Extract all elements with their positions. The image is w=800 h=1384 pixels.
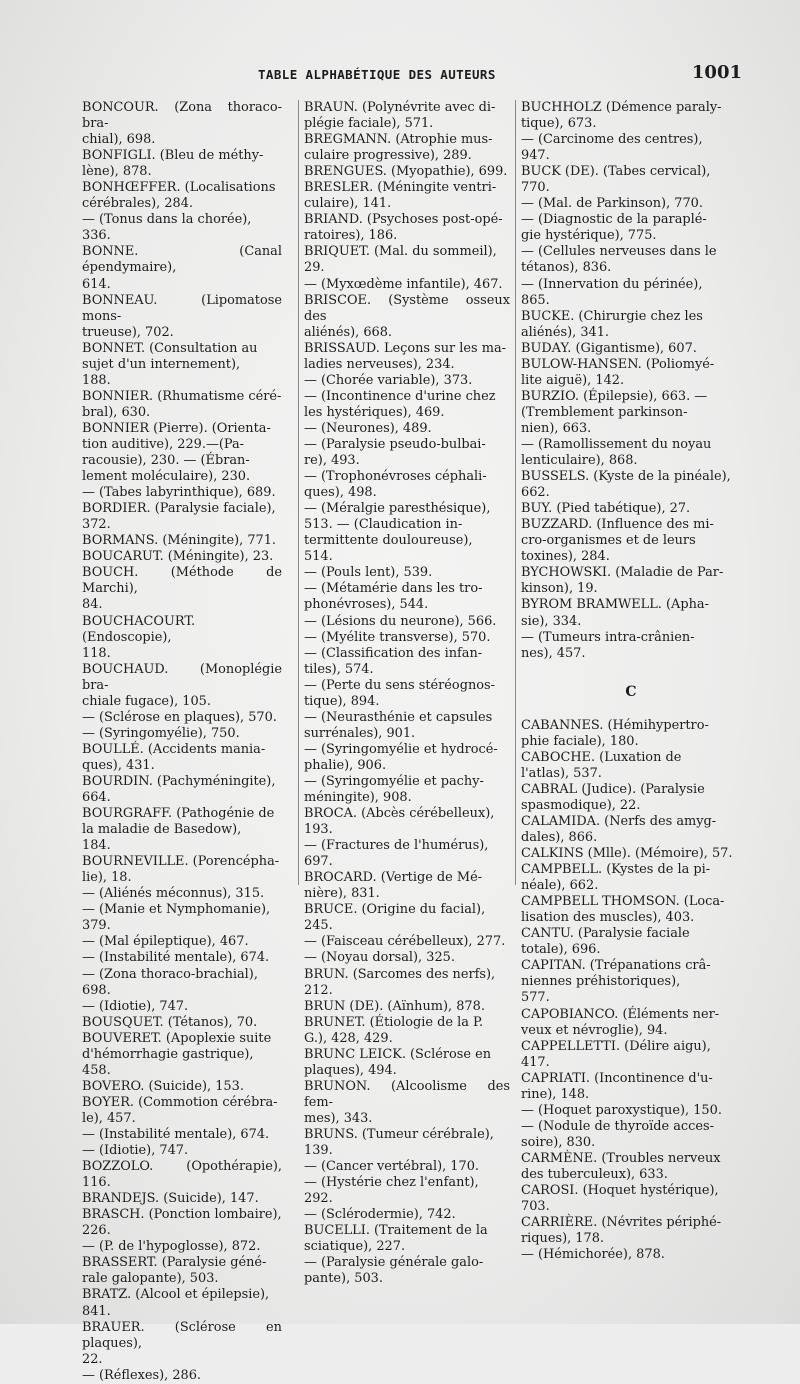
index-entry: — (Pouls lent), 539. bbox=[304, 565, 433, 581]
index-entry: BRATZ. (Alcool et épilepsie), 841. bbox=[82, 1287, 270, 1319]
index-entry: — (Perte du sens stéréognos- tique), 894. bbox=[304, 677, 495, 709]
index-entry: — (Classification des infan- tiles), 574. bbox=[304, 645, 483, 677]
index-entry: BRASCH. (Ponction lombaire), 226. bbox=[82, 1207, 282, 1239]
index-entry: BRAUER. (Sclérose en plaques), 22. bbox=[82, 1319, 282, 1367]
index-entry: BONNE. (Canal épendymaire), 614. bbox=[82, 244, 282, 292]
index-entry: — (Aliénés méconnus), 315. bbox=[82, 886, 265, 902]
index-entry: BRIQUET. (Mal. du sommeil), 29. bbox=[304, 244, 497, 276]
index-entry: CABANNES. (Hémihypertro- phie faciale), 180. bbox=[521, 717, 709, 749]
index-entry: BRUNON. (Alcoolisme des fem- mes), 343. bbox=[304, 1078, 510, 1126]
index-entry: — (Trophonévroses céphali- ques), 498. bbox=[304, 469, 487, 501]
index-entry: — (Instabilité mentale), 674. bbox=[82, 1127, 270, 1142]
index-entry: — (Noyau dorsal), 325. bbox=[304, 950, 455, 966]
index-entry: — (Paralysie générale galo- pante), 503. bbox=[304, 1255, 484, 1287]
index-column-3 bbox=[521, 100, 741, 1263]
index-entry: — (Syringomyélie et hydrocé- phalie), 906. bbox=[304, 741, 498, 773]
index-entry: — (Paralysie pseudo-bulbai- re), 493. bbox=[304, 436, 486, 469]
index-entry: BOURGRAFF. (Pathogénie de la maladie de Basedow), 184. bbox=[82, 806, 275, 854]
index-entry: — (Faisceau cérébelleux), 277. bbox=[304, 934, 506, 950]
index-entry: — (Innervation du périnée), 865. bbox=[521, 276, 703, 308]
index-entry: — (Cancer vertébral), 170. bbox=[304, 1159, 480, 1175]
index-entry: — (Tumeurs intra-crânien- nes), 457. bbox=[521, 629, 695, 661]
index-entry: — (Mal épileptique), 467. bbox=[82, 934, 249, 950]
index-entry: BOUCHAUD. (Monoplégie bra- chiale fugace), 105. bbox=[82, 661, 282, 709]
index-entry: — (Tabes labyrinthique), 689. bbox=[82, 485, 276, 501]
index-entry: — (Méralgie paresthésique), 513. — (Claudication in- termittente douloureuse), 514. bbox=[304, 501, 491, 565]
index-entry: BUCK (DE). (Tabes cervical), 770. bbox=[521, 164, 711, 196]
index-entry: — (Tonus dans la chorée), 336. bbox=[82, 212, 252, 244]
index-column-1 bbox=[82, 100, 282, 1384]
index-entry: — (Carcinome des centres), 947. bbox=[521, 132, 703, 164]
index-entry: — (Nodule de thyroïde acces- soire), 830. bbox=[521, 1118, 714, 1150]
index-entry: CALKINS (Mlle). (Mémoire), 57. bbox=[521, 846, 733, 862]
index-entry: — (Myxœdème infantile), 467. bbox=[304, 276, 503, 292]
index-entry: CALAMIDA. (Nerfs des amyg- dales), 866. bbox=[521, 813, 717, 846]
column-divider bbox=[298, 100, 299, 885]
section-letter-heading: C bbox=[625, 683, 637, 700]
index-entry: BRENGUES. (Myopathie), 699. bbox=[304, 164, 508, 180]
index-entry: — (Sclérodermie), 742. bbox=[304, 1207, 456, 1223]
index-entry: BROCARD. (Vertige de Mé- nière), 831. bbox=[304, 870, 483, 902]
index-entry: — (Instabilité mentale), 674. bbox=[82, 950, 270, 966]
index-entry: BOVERO. (Suicide), 153. bbox=[82, 1078, 244, 1094]
index-entry: — (Incontinence d'urine chez les hystériques), 469. bbox=[304, 388, 496, 420]
column-divider bbox=[515, 100, 516, 885]
index-entry: CAPRIATI. (Incontinence d'u- rine), 148. bbox=[521, 1070, 713, 1102]
index-entry: — (Syringomyélie et pachy- méningite), 908. bbox=[304, 773, 484, 806]
index-entry: CABOCHE. (Luxation de l'atlas), 537. bbox=[521, 749, 682, 781]
index-entry: BRUNC LEICK. (Sclérose en plaques), 494. bbox=[304, 1046, 492, 1078]
page-number: 1001 bbox=[691, 62, 742, 83]
index-entry: CARMÈNE. (Troubles nerveux des tuberculeux), 633. bbox=[521, 1150, 721, 1182]
index-entry: — (Myélite transverse), 570. bbox=[304, 629, 491, 645]
index-entry: BUSSELS. (Kyste de la pinéale), 662. bbox=[521, 469, 731, 501]
index-entry: BOUSQUET. (Tétanos), 70. bbox=[82, 1014, 258, 1030]
index-entry: BONHŒFFER. (Localisations cérébrales), 284. bbox=[82, 180, 276, 212]
index-entry: CAMPBELL THOMSON. (Loca- lisation des muscles), 403. bbox=[521, 894, 725, 926]
running-header bbox=[82, 64, 742, 90]
index-entry: BRAUN. (Polynévrite avec di- plégie faciale), 571. bbox=[304, 100, 496, 132]
index-entry: BOURNEVILLE. (Porencépha- lie), 18. bbox=[82, 854, 280, 886]
index-entry: — (Chorée variable), 373. bbox=[304, 372, 473, 388]
index-entry: — (Syringomyélie), 750. bbox=[82, 725, 240, 741]
index-entry: BYCHOWSKI. (Maladie de Par- kinson), 19. bbox=[521, 565, 724, 597]
index-entry: BONFIGLI. (Bleu de méthy- lène), 878. bbox=[82, 148, 264, 180]
index-entry: BONNET. (Consultation au sujet d'un internement), 188. bbox=[82, 340, 258, 388]
index-entry: BONNIER. (Rhumatisme céré- bral), 630. bbox=[82, 388, 282, 420]
index-entry: — (Hystérie chez l'enfant), 292. bbox=[304, 1175, 479, 1207]
index-entry: CAROSI. (Hoquet hystérique), 703. bbox=[521, 1183, 719, 1215]
index-entry: BOUCHACOURT. (Endoscopie), 118. bbox=[82, 613, 196, 661]
index-entry: — (Hoquet paroxystique), 150. bbox=[521, 1102, 722, 1118]
index-entry: — (Diagnostic de la paraplé- gie hystérique), 775. bbox=[521, 212, 707, 244]
index-entry: BREGMANN. (Atrophie mus- culaire progressive), 289. bbox=[304, 132, 493, 164]
index-entry: CAPOBIANCO. (Éléments ner- veux et névroglie), 94. bbox=[521, 1006, 720, 1038]
index-entry: CANTU. (Paralysie faciale totale), 696. bbox=[521, 926, 690, 958]
index-entry: BOUCARUT. (Méningite), 23. bbox=[82, 549, 274, 565]
index-entry: BRISSAUD. Leçons sur les ma- ladies nerveuses), 234. bbox=[304, 340, 507, 372]
index-entry: — (Fractures de l'humérus), 697. bbox=[304, 838, 489, 870]
index-entry: BOUVERET. (Apoplexie suite d'hémorrhagie gastrique), 458. bbox=[82, 1030, 272, 1078]
index-entry: BUZZARD. (Influence des mi- cro-organismes et de leurs toxines), 284. bbox=[521, 517, 714, 565]
index-entry: CABRAL (Judice). (Paralysie spasmodique), 22. bbox=[521, 781, 705, 813]
index-entry: BOURDIN. (Pachyméningite), 664. bbox=[82, 773, 276, 806]
index-entry: BONNIER (Pierre). (Orienta- tion auditive), 229.—(Pa- racousie), 230. — (Ébran- lement moléculaire), 230. bbox=[82, 420, 271, 485]
index-entry: BUCHHOLZ (Démence paraly- tique), 673. bbox=[521, 100, 722, 132]
index-entry: — (Neurasthénie et capsules surrénales), 901. bbox=[304, 709, 493, 741]
index-entry: — (Ramollissement du noyau lenticulaire), 868. bbox=[521, 436, 712, 469]
index-entry: BRISCOE. (Système osseux des aliénés), 668. bbox=[304, 292, 510, 340]
index-entry: BRASSERT. (Paralysie géné- rale galopante), 503. bbox=[82, 1255, 267, 1287]
index-entry: — (Idiotie), 747. bbox=[82, 1143, 189, 1159]
index-entry: BONCOUR. (Zona thoraco-bra- chial), 698. bbox=[82, 100, 282, 148]
index-entry: — (Cellules nerveuses dans le tétanos), 836. bbox=[521, 244, 717, 276]
index-entry: CAMPBELL. (Kystes de la pi- néale), 662. bbox=[521, 862, 711, 894]
index-entry: — (Sclérose en plaques), 570. bbox=[82, 709, 277, 725]
index-entry: — (Hémichorée), 878. bbox=[521, 1247, 665, 1263]
index-entry: BRUCE. (Origine du facial), 245. bbox=[304, 902, 486, 934]
index-entry: BUDAY. (Gigantisme), 607. bbox=[521, 340, 697, 356]
index-entry: — (Idiotie), 747. bbox=[82, 998, 189, 1014]
index-entry: BORMANS. (Méningite), 771. bbox=[82, 533, 277, 549]
index-entry: CAPITAN. (Trépanations crâ- niennes préhistoriques), 577. bbox=[521, 958, 711, 1006]
index-entry: BURZIO. (Épilepsie), 663. — (Tremblement parkinson- nien), 663. bbox=[521, 388, 708, 436]
index-entry: — (Mal. de Parkinson), 770. bbox=[521, 196, 703, 212]
index-entry: — (P. de l'hypoglosse), 872. bbox=[82, 1239, 261, 1255]
index-entry: BUCKE. (Chirurgie chez les aliénés), 341. bbox=[521, 308, 703, 340]
index-entry: BRIAND. (Psychoses post-opé- ratoires), 186. bbox=[304, 212, 503, 244]
index-entry: — (Zona thoraco-brachial), 698. bbox=[82, 966, 258, 998]
index-column-2 bbox=[304, 100, 510, 1287]
index-entry: BRUN. (Sarcomes des nerfs), 212. bbox=[304, 966, 496, 998]
index-entry: — (Manie et Nymphomanie), 379. bbox=[82, 902, 271, 934]
index-entry: — (Neurones), 489. bbox=[304, 420, 432, 436]
index-entry: BOYER. (Commotion cérébra- le), 457. bbox=[82, 1094, 278, 1126]
index-entry: BUCELLI. (Traitement de la sciatique), 227. bbox=[304, 1223, 488, 1255]
index-entry: BOZZOLO. (Opothérapie), 116. bbox=[82, 1159, 282, 1191]
index-entry: BRUNET. (Étiologie de la P. G.), 428, 429. bbox=[304, 1014, 484, 1046]
index-entry: — (Lésions du neurone), 566. bbox=[304, 613, 497, 629]
index-entry: BONNEAU. (Lipomatose mons- trueuse), 702. bbox=[82, 292, 282, 340]
index-entry: CAPPELLETTI. (Délire aigu), 417. bbox=[521, 1038, 711, 1070]
index-entry: — (Métamérie dans les tro- phonévroses), 544. bbox=[304, 581, 483, 613]
index-entry: BRUNS. (Tumeur cérébrale), 139. bbox=[304, 1127, 494, 1159]
index-entry: BUY. (Pied tabétique), 27. bbox=[521, 501, 691, 517]
index-entry: BRUN (DE). (Aïnhum), 878. bbox=[304, 998, 485, 1014]
index-entry: BORDIER. (Paralysie faciale), 372. bbox=[82, 501, 276, 533]
index-entry: BOULLÉ. (Accidents mania- ques), 431. bbox=[82, 741, 266, 773]
index-entry: BROCA. (Abcès cérébelleux), 193. bbox=[304, 806, 495, 838]
index-entry: CARRIÈRE. (Névrites périphé- riques), 178. bbox=[521, 1215, 722, 1247]
page-title: TABLE ALPHABÉTIQUE DES AUTEURS bbox=[258, 67, 496, 82]
index-entry: BRESLER. (Méningite ventri- culaire), 141. bbox=[304, 180, 497, 212]
index-entry: — (Réflexes), 286. bbox=[82, 1367, 202, 1383]
index-entry: BRANDEJS. (Suicide), 147. bbox=[82, 1191, 259, 1207]
index-entry: BYROM BRAMWELL. (Apha- sie), 334. bbox=[521, 597, 709, 629]
index-entry: BOUCH. (Méthode de Marchi), 84. bbox=[82, 565, 282, 613]
index-entry: BULOW-HANSEN. (Poliomyé- lite aiguë), 142. bbox=[521, 356, 715, 388]
